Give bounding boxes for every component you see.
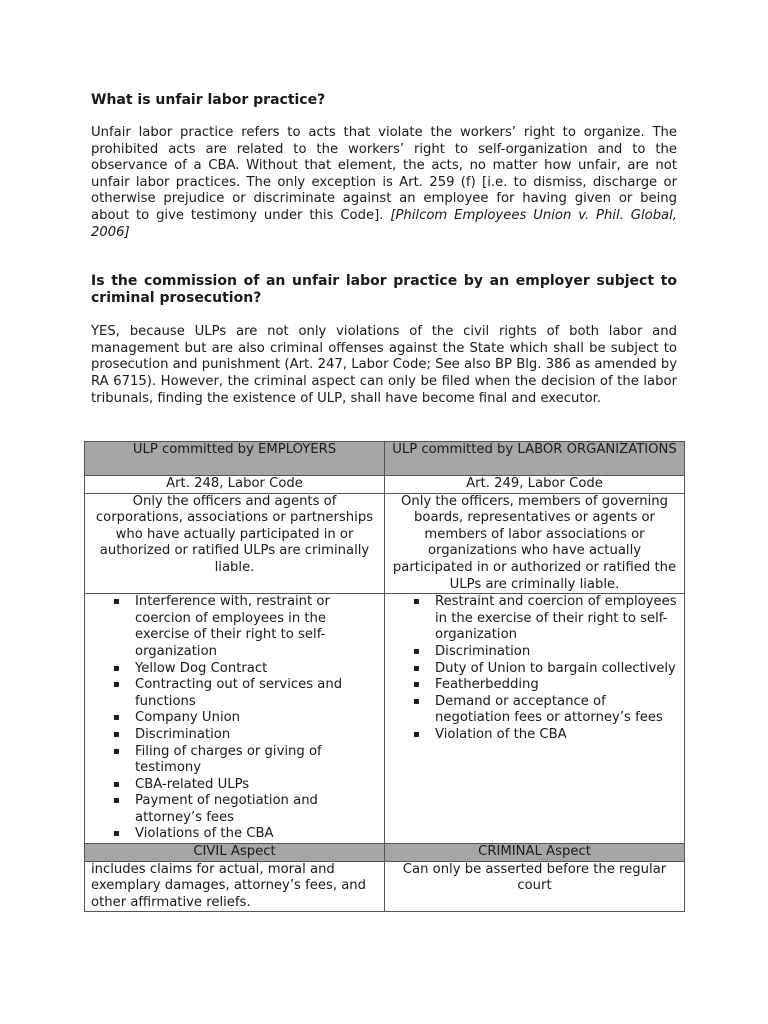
- labor-acts-cell: [385, 594, 685, 844]
- header-labor-organizations: ULP committed by LABOR ORGANIZATIONS: [385, 442, 685, 476]
- list-item: ▪ Violation of the CBA: [435, 727, 678, 744]
- list-item: ▪ Interference with, restraint or coercion of employees in the exercise of their right to self-organization: [135, 594, 378, 660]
- header-civil-aspect: CIVIL Aspect: [85, 844, 385, 862]
- employer-acts-list: [91, 594, 378, 843]
- list-item: ▪ Yellow Dog Contract: [135, 661, 378, 678]
- document-body: [91, 92, 677, 407]
- list-item: ▪ Discrimination: [435, 644, 678, 661]
- article-labor-organizations: Art. 249, Labor Code: [385, 476, 685, 494]
- table-row: [85, 493, 685, 594]
- aspect-header-row: [85, 844, 685, 862]
- table-row: [85, 594, 685, 844]
- table-header-row: [85, 442, 685, 476]
- liability-labor-organizations: Only the officers, members of governing boards, representatives or agents or members of labor associations or organizations who have actually participated in or authorized or ratified the ULPs are criminally liable.: [385, 493, 685, 594]
- table-row: [85, 861, 685, 912]
- answer-paragraph-2: YES, because ULPs are not only violations of the civil rights of both labor and management but are also criminal offenses against the State which shall be subject to prosecution and punishment (Art. 247, Labor Code; See also BP Blg. 386 as amended by RA 6715). However, the criminal aspect can only be filed when the decision of the labor tribunals, finding the existence of ULP, shall have become final and executor.: [91, 324, 677, 406]
- civil-aspect-text: includes claims for actual, moral and exemplary damages, attorney’s fees, and other affirmative reliefs.: [85, 861, 385, 912]
- criminal-aspect-text: Can only be asserted before the regular court: [385, 861, 685, 912]
- list-item: ▪ Restraint and coercion of employees in the exercise of their right to self-organization: [435, 594, 678, 644]
- question-heading-1: What is unfair labor practice?: [91, 92, 326, 108]
- labor-acts-list: [391, 594, 678, 743]
- list-item: ▪ Company Union: [135, 710, 378, 727]
- answer-1-text: Unfair labor practice refers to acts that violate the workers’ right to organize. The prohibited acts are related to the workers’ right to self-organization and to the observance of a CBA. Without that element, the acts, no matter how unfair, are not unfair labor practices. The only exception is Art. 259 (f) [i.e. to dismiss, discharge or otherwise prejudice or discriminate against an employee for having given or being about to give testimony under this Code].: [91, 125, 677, 223]
- list-item: ▪ Contracting out of services and functions: [135, 677, 378, 710]
- list-item: ▪ Payment of negotiation and attorney’s fees: [135, 793, 378, 826]
- list-item: ▪ Filing of charges or giving of testimony: [135, 744, 378, 777]
- list-item: ▪ Demand or acceptance of negotiation fees or attorney’s fees: [435, 694, 678, 727]
- employer-acts-cell: [85, 594, 385, 844]
- answer-paragraph-1: [91, 125, 677, 241]
- list-item: ▪ Violations of the CBA: [135, 826, 378, 843]
- table-row: [85, 476, 685, 494]
- list-item: ▪ Featherbedding: [435, 677, 678, 694]
- case-citation: [Philcom Employees Union v. Phil. Global, 2006]: [91, 207, 677, 240]
- header-employers: ULP committed by EMPLOYERS: [85, 442, 385, 476]
- article-employers: Art. 248, Labor Code: [85, 476, 385, 494]
- list-item: ▪ Duty of Union to bargain collectively: [435, 661, 678, 678]
- question-heading-2: Is the commission of an unfair labor practice by an employer subject to criminal prosecution?: [91, 273, 677, 307]
- liability-employers: Only the officers and agents of corporations, associations or partnerships who have actually participated in or authorized or ratified ULPs are criminally liable.: [85, 493, 385, 594]
- list-item: ▪ Discrimination: [135, 727, 378, 744]
- list-item: ▪ CBA-related ULPs: [135, 777, 378, 794]
- ulp-comparison-table: [84, 441, 685, 912]
- header-criminal-aspect: CRIMINAL Aspect: [385, 844, 685, 862]
